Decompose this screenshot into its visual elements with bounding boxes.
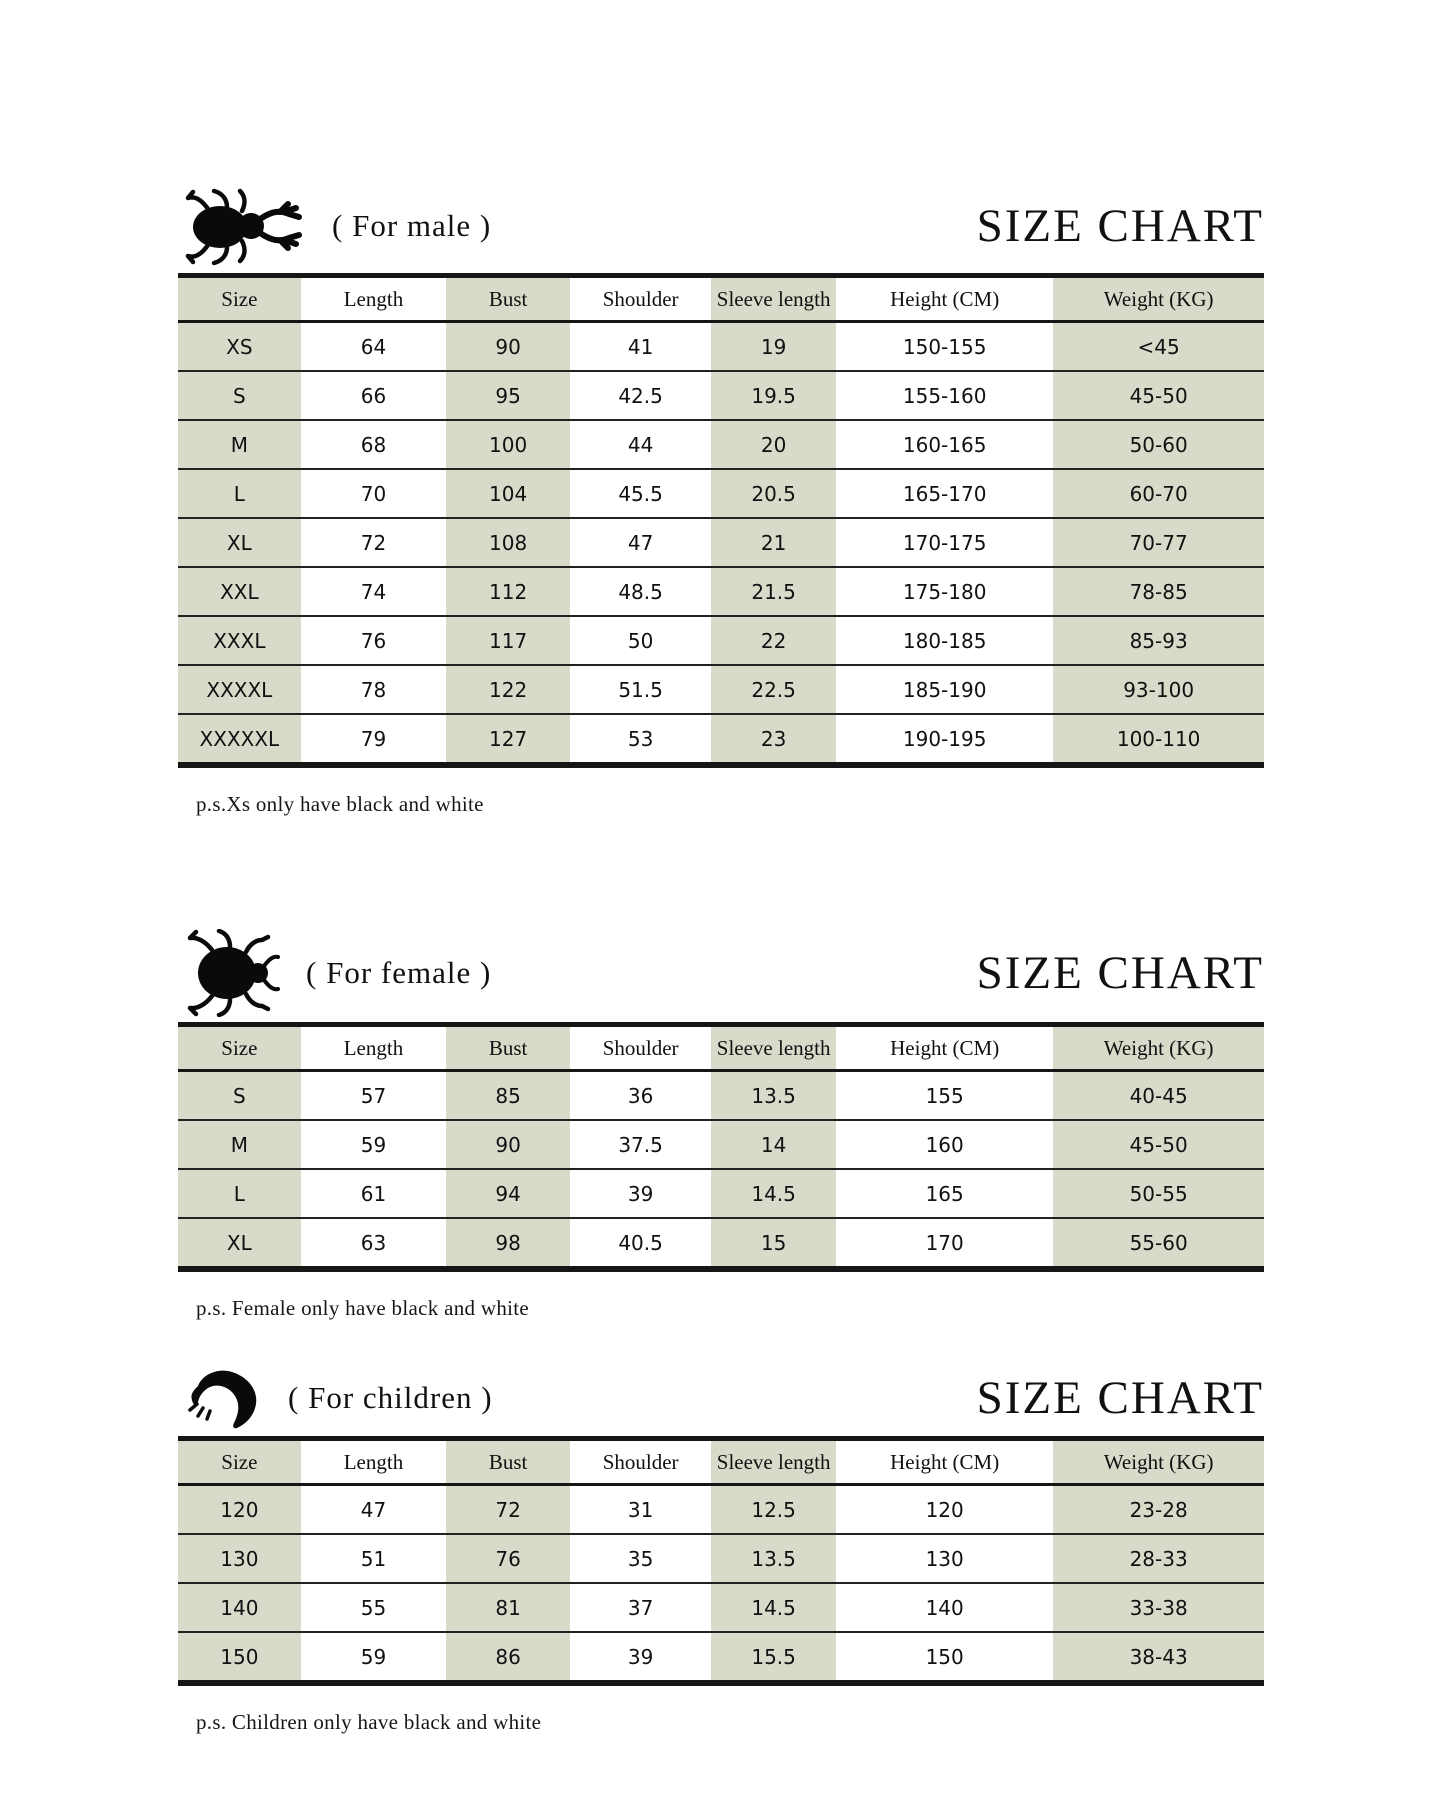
table-row	[178, 1071, 1264, 1121]
size-table-female	[178, 1022, 1264, 1272]
table-cell: 117	[446, 616, 570, 665]
column-header: Size	[178, 276, 301, 322]
size-chart-section-female	[178, 930, 1264, 1321]
column-header: Shoulder	[570, 1025, 711, 1071]
table-cell: 94	[446, 1169, 570, 1218]
table-cell: 51.5	[570, 665, 711, 714]
column-header: Height (CM)	[836, 276, 1053, 322]
table-cell: 120	[178, 1485, 301, 1535]
table-cell: 185-190	[836, 665, 1053, 714]
table-cell: 130	[836, 1534, 1053, 1583]
table-cell: 108	[446, 518, 570, 567]
header-row	[178, 276, 1264, 322]
table-cell: M	[178, 420, 301, 469]
table-cell: XL	[178, 518, 301, 567]
table-cell: 150	[925, 1644, 964, 1669]
table-cell: 28-33	[1053, 1534, 1264, 1583]
table-cell: 22	[711, 616, 836, 665]
table-cell: 100-110	[1053, 714, 1264, 765]
table-cell: 76	[446, 1534, 570, 1583]
table-cell: 45-50	[1053, 371, 1264, 420]
table-cell: 55	[301, 1583, 447, 1632]
table-cell: 155-160	[836, 371, 1053, 420]
size-chart-title: SIZE CHART	[976, 946, 1264, 999]
table-cell: 37.5	[570, 1120, 711, 1169]
table-cell: 100	[446, 420, 570, 469]
table-cell: 31	[570, 1485, 711, 1535]
table-row	[178, 567, 1264, 616]
table-cell: 165-170	[836, 469, 1053, 518]
table-row	[178, 1632, 1264, 1683]
table-cell: 90	[446, 322, 570, 372]
table-cell: 50	[570, 616, 711, 665]
column-header: Size	[178, 1439, 301, 1485]
header-row	[178, 1439, 1264, 1485]
table-cell: 98	[446, 1218, 570, 1269]
table-cell: 35	[570, 1534, 711, 1583]
table-cell: 78-85	[1053, 567, 1264, 616]
table-cell: 150	[178, 1632, 301, 1683]
table-cell: 61	[301, 1169, 447, 1218]
table-cell: 37	[570, 1583, 711, 1632]
table-cell: 20	[711, 420, 836, 469]
table-row	[178, 1120, 1264, 1169]
table-cell: 23	[711, 714, 836, 765]
table-row	[178, 1583, 1264, 1632]
table-cell: 140	[178, 1583, 301, 1632]
table-cell: 85	[446, 1071, 570, 1121]
table-row	[178, 469, 1264, 518]
table-cell: 15.5	[711, 1632, 836, 1683]
table-cell: 79	[360, 726, 387, 751]
table-cell: 12.5	[711, 1485, 836, 1535]
column-header: Height (CM)	[836, 1439, 1053, 1485]
table-cell: 120	[836, 1485, 1053, 1535]
table-cell: 90	[446, 1120, 570, 1169]
table-cell: 140	[836, 1583, 1053, 1632]
column-header: Bust	[446, 1439, 570, 1485]
table-cell: XS	[178, 322, 301, 372]
header-row	[178, 1025, 1264, 1071]
table-cell: 180-185	[836, 616, 1053, 665]
table-cell: 45-50	[1053, 1120, 1264, 1169]
table-cell: 70	[301, 469, 447, 518]
table-row	[178, 1169, 1264, 1218]
table-cell: 72	[446, 1485, 570, 1535]
table-cell: 53	[627, 726, 654, 751]
column-header: Length	[301, 276, 447, 322]
table-cell: S	[178, 1071, 301, 1121]
table-row	[178, 1218, 1264, 1269]
note-children: p.s. Children only have black and white	[196, 1710, 542, 1734]
table-cell: 57	[301, 1071, 447, 1121]
larva-icon	[184, 1366, 262, 1430]
table-cell: 15	[711, 1218, 836, 1269]
section-header	[178, 930, 1264, 1016]
table-cell: 127	[446, 714, 570, 765]
table-cell: 36	[570, 1071, 711, 1121]
table-cell: 45.5	[570, 469, 711, 518]
table-cell: 50-55	[1053, 1169, 1264, 1218]
section-header	[178, 1366, 1264, 1430]
table-cell: 70-77	[1053, 518, 1264, 567]
table-cell: 13.5	[711, 1534, 836, 1583]
table-cell: 175-180	[836, 567, 1053, 616]
table-row	[178, 420, 1264, 469]
column-header: Weight (KG)	[1053, 1025, 1264, 1071]
table-cell: 86	[446, 1632, 570, 1683]
table-cell: L	[178, 469, 301, 518]
column-header: Shoulder	[570, 1439, 711, 1485]
table-cell: 55-60	[1053, 1218, 1264, 1269]
section-header	[178, 185, 1264, 267]
table-cell: 21.5	[711, 567, 836, 616]
size-table-male	[178, 273, 1264, 768]
table-cell: 14.5	[711, 1583, 836, 1632]
table-cell: XXL	[178, 567, 301, 616]
size-chart-title: SIZE CHART	[976, 1371, 1264, 1424]
table-cell: 155	[836, 1071, 1053, 1121]
table-cell: M	[178, 1120, 301, 1169]
table-cell: 93-100	[1053, 665, 1264, 714]
table-cell: 51	[301, 1534, 447, 1583]
table-cell: <45	[1053, 322, 1264, 372]
table-cell: XXXXL	[178, 665, 301, 714]
column-header: Sleeve length	[711, 1439, 836, 1485]
table-cell: 13.5	[711, 1071, 836, 1121]
table-cell: 60-70	[1053, 469, 1264, 518]
table-cell: 104	[446, 469, 570, 518]
size-chart-section-male	[178, 185, 1264, 817]
table-cell: 20.5	[711, 469, 836, 518]
table-cell: 160-165	[836, 420, 1053, 469]
column-header: Length	[301, 1439, 447, 1485]
audience-label: ( For male )	[332, 208, 492, 243]
table-row	[178, 1485, 1264, 1535]
table-cell: XXXL	[178, 616, 301, 665]
table-cell: 78	[301, 665, 447, 714]
size-table-children	[178, 1436, 1264, 1686]
table-cell: XXXXXL	[178, 714, 301, 765]
column-header: Weight (KG)	[1053, 1439, 1264, 1485]
table-cell: 165	[836, 1169, 1053, 1218]
column-header: Sleeve length	[711, 276, 836, 322]
audience-label: ( For children )	[288, 1380, 493, 1415]
size-chart-title: SIZE CHART	[976, 199, 1264, 252]
table-cell: 81	[446, 1583, 570, 1632]
table-cell: 14.5	[711, 1169, 836, 1218]
table-cell: L	[178, 1169, 301, 1218]
table-cell: 95	[446, 371, 570, 420]
size-chart-section-children	[178, 1366, 1264, 1735]
stag-beetle-icon	[184, 186, 306, 266]
table-cell: 64	[301, 322, 447, 372]
table-cell: 50-60	[1053, 420, 1264, 469]
table-row	[178, 1534, 1264, 1583]
table-cell: 190-195	[902, 726, 987, 751]
table-cell: 14	[711, 1120, 836, 1169]
column-header: Bust	[446, 1025, 570, 1071]
column-header: Length	[301, 1025, 447, 1071]
table-cell: 170	[925, 1230, 964, 1255]
table-cell: 40.5	[618, 1230, 663, 1255]
table-cell: 22.5	[711, 665, 836, 714]
table-cell: 74	[301, 567, 447, 616]
column-header: Size	[178, 1025, 301, 1071]
table-cell: 170-175	[836, 518, 1053, 567]
table-cell: XL	[178, 1218, 301, 1269]
table-cell: 39	[627, 1644, 654, 1669]
table-cell: 122	[446, 665, 570, 714]
table-cell: 59	[360, 1644, 387, 1669]
table-cell: 150-155	[836, 322, 1053, 372]
note-male: p.s.Xs only have black and white	[196, 792, 484, 816]
table-cell: 85-93	[1053, 616, 1264, 665]
note-female: p.s. Female only have black and white	[196, 1296, 530, 1320]
table-cell: 160	[836, 1120, 1053, 1169]
table-cell: S	[178, 371, 301, 420]
table-cell: 42.5	[570, 371, 711, 420]
table-cell: 38-43	[1053, 1632, 1264, 1683]
table-cell: 130	[178, 1534, 301, 1583]
table-row	[178, 665, 1264, 714]
table-cell: 44	[570, 420, 711, 469]
column-header: Sleeve length	[711, 1025, 836, 1071]
table-cell: 47	[570, 518, 711, 567]
table-row	[178, 322, 1264, 372]
table-cell: 76	[301, 616, 447, 665]
column-header: Height (CM)	[836, 1025, 1053, 1071]
table-row	[178, 518, 1264, 567]
table-cell: 19	[711, 322, 836, 372]
table-row	[178, 616, 1264, 665]
table-cell: 59	[301, 1120, 447, 1169]
column-header: Bust	[446, 276, 570, 322]
table-cell: 33-38	[1053, 1583, 1264, 1632]
table-cell: 21	[711, 518, 836, 567]
table-cell: 66	[301, 371, 447, 420]
table-cell: 47	[301, 1485, 447, 1535]
column-header: Shoulder	[570, 276, 711, 322]
table-cell: 19.5	[711, 371, 836, 420]
table-cell: 72	[301, 518, 447, 567]
table-cell: 39	[570, 1169, 711, 1218]
table-row	[178, 371, 1264, 420]
table-cell: 41	[570, 322, 711, 372]
table-cell: 40-45	[1053, 1071, 1264, 1121]
column-header: Weight (KG)	[1053, 276, 1264, 322]
table-cell: 112	[446, 567, 570, 616]
beetle-icon	[184, 929, 280, 1017]
table-cell: 68	[301, 420, 447, 469]
table-cell: 23-28	[1053, 1485, 1264, 1535]
table-cell: 48.5	[570, 567, 711, 616]
table-row	[178, 714, 1264, 765]
table-cell: 63	[360, 1230, 387, 1255]
audience-label: ( For female )	[306, 955, 492, 990]
